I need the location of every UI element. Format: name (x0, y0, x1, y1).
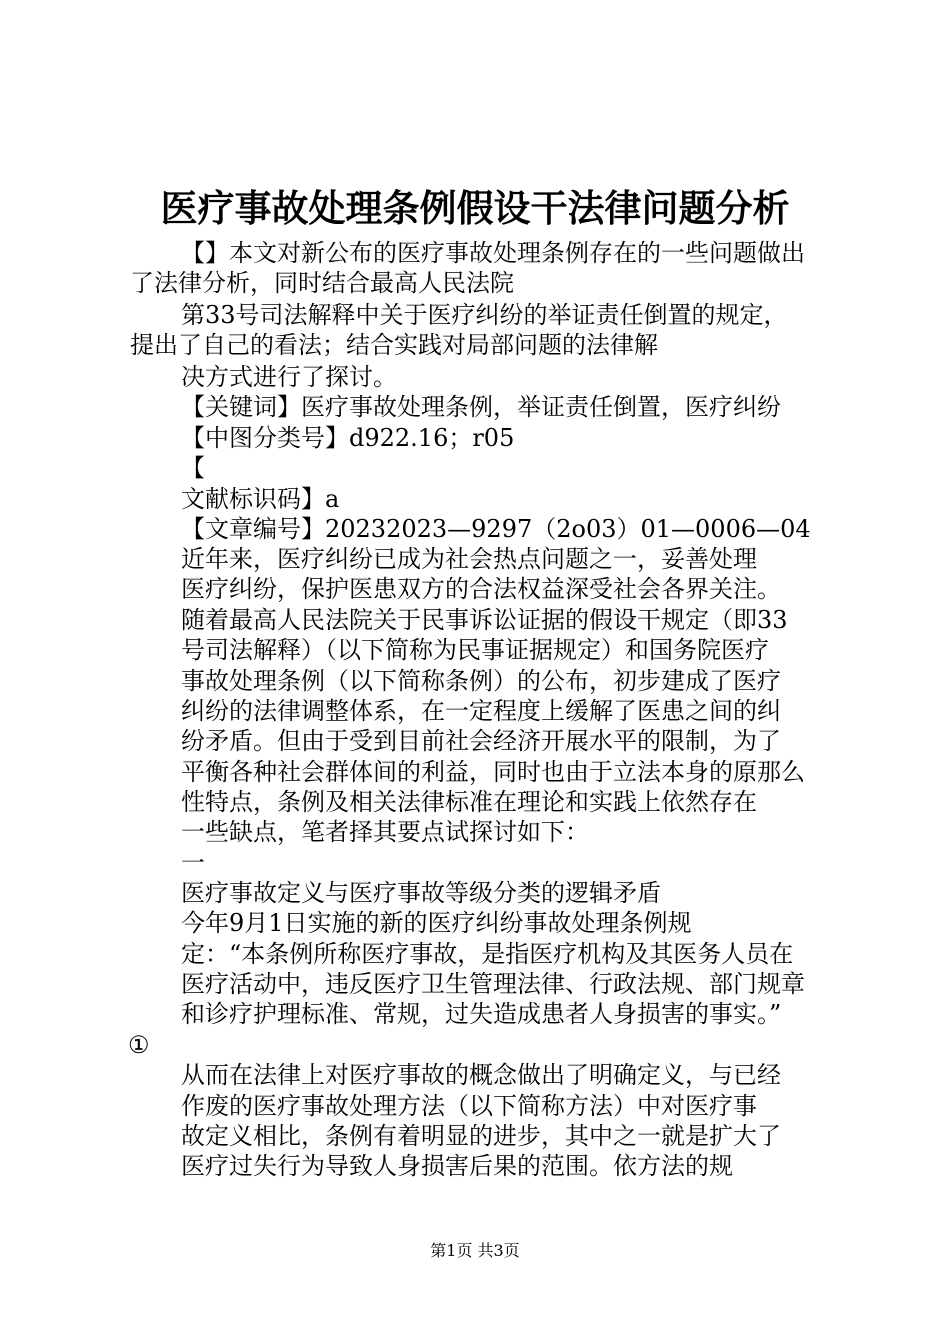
text-line: 文献标识码】a (181, 485, 340, 513)
text-line: 【 (181, 454, 205, 482)
text-line: 医疗纠纷，保护医患双方的合法权益深受社会各界关注。 (181, 575, 781, 603)
page-footer: 第1页 共3页 (430, 1241, 520, 1260)
section-number: 一 (181, 849, 205, 877)
text-line: 事故处理条例（以下简称条例）的公布，初步建成了医疗 (181, 667, 781, 695)
text-line: 医疗过失行为导致人身损害后果的范围。依方法的规 (181, 1152, 733, 1180)
text-line: 【关键词】医疗事故处理条例，举证责任倒置，医疗纠纷 (181, 393, 781, 421)
text-line: 纷矛盾。但由于受到目前社会经济开展水平的限制，为了 (181, 727, 781, 755)
text-line: 近年来，医疗纠纷已成为社会热点问题之一，妥善处理 (181, 545, 757, 573)
text-line: 【】本文对新公布的医疗事故处理条例存在的一些问题做出 (181, 239, 805, 267)
text-line: 性特点，条例及相关法律标准在理论和实践上依然存在 (181, 788, 757, 816)
text-line: 一些缺点，笔者择其要点试探讨如下： (181, 818, 589, 846)
text-line: 号司法解释）（以下简称为民事证据规定）和国务院医疗 (181, 636, 769, 664)
text-line: 纠纷的法律调整体系，在一定程度上缓解了医患之间的纠 (181, 697, 781, 725)
text-line: 了法律分析，同时结合最高人民法院 (130, 269, 514, 297)
text-line: 第33号司法解释中关于医疗纠纷的举证责任倒置的规定， (181, 301, 788, 329)
text-line: 【文章编号】20232023—9297（2o03）01—0006—04 (181, 515, 811, 543)
text-line: 定：“本条例所称医疗事故，是指医疗机构及其医务人员在 (181, 940, 794, 968)
text-line: 决方式进行了探讨。 (181, 363, 397, 391)
section-heading: 医疗事故定义与医疗事故等级分类的逻辑矛盾 (181, 879, 661, 907)
text-line: 故定义相比，条例有着明显的进步，其中之一就是扩大了 (181, 1122, 781, 1150)
text-line: 医疗活动中，违反医疗卫生管理法律、行政法规、部门规章 (181, 970, 805, 998)
text-line: 随着最高人民法院关于民事诉讼证据的假设干规定（即33 (181, 606, 788, 634)
text-line: 和诊疗护理标准、常规，过失造成患者人身损害的事实。” (181, 1000, 782, 1028)
text-line: 作废的医疗事故处理方法（以下简称方法）中对医疗事 (181, 1092, 757, 1120)
text-line: 【中图分类号】d922.16；r05 (181, 424, 515, 452)
text-line: 从而在法律上对医疗事故的概念做出了明确定义，与已经 (181, 1061, 781, 1089)
document-title: 医疗事故处理条例假设干法律问题分析 (160, 186, 790, 230)
text-line: 今年9月1日实施的新的医疗纠纷事故处理条例规 (181, 909, 692, 937)
footnote-marker: ① (128, 1031, 150, 1059)
text-line: 提出了自己的看法；结合实践对局部问题的法律解 (130, 331, 658, 359)
text-line: 平衡各种社会群体间的利益，同时也由于立法本身的原那么 (181, 758, 805, 786)
